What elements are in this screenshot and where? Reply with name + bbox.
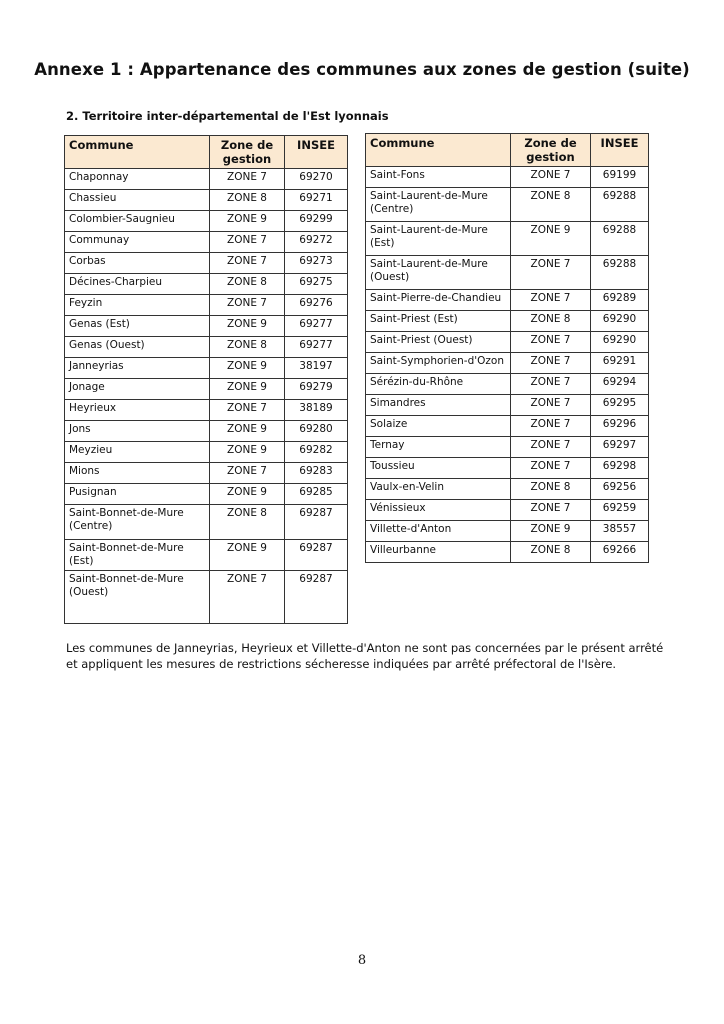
table-header-row <box>65 136 348 169</box>
cell-commune: Saint-Priest (Est) <box>366 311 511 332</box>
cell-insee: 69288 <box>591 256 649 290</box>
cell-commune: Chassieu <box>65 190 210 211</box>
cell-zone: ZONE 9 <box>210 316 285 337</box>
cell-zone: ZONE 7 <box>511 353 591 374</box>
cell-commune: Colombier-Saugnieu <box>65 211 210 232</box>
table-row <box>366 256 649 290</box>
cell-commune: Solaize <box>366 416 511 437</box>
cell-zone: ZONE 9 <box>210 484 285 505</box>
table-row <box>366 542 649 563</box>
page-title: Annexe 1 : Appartenance des communes aux zones de gestion (suite) <box>34 60 690 79</box>
table-row <box>65 505 348 540</box>
cell-insee: 69256 <box>591 479 649 500</box>
table-row <box>366 353 649 374</box>
cell-zone: ZONE 7 <box>511 256 591 290</box>
table-row <box>65 337 348 358</box>
table-row <box>366 188 649 222</box>
table-row <box>366 332 649 353</box>
table-row <box>65 421 348 442</box>
cell-zone: ZONE 9 <box>210 421 285 442</box>
cell-commune: Villette-d'Anton <box>366 521 511 542</box>
cell-commune: Saint-Bonnet-de-Mure (Ouest) <box>65 571 210 624</box>
cell-insee: 38557 <box>591 521 649 542</box>
cell-commune: Saint-Priest (Ouest) <box>366 332 511 353</box>
cell-zone: ZONE 7 <box>511 395 591 416</box>
table-row <box>65 253 348 274</box>
cell-commune: Ternay <box>366 437 511 458</box>
cell-insee: 69297 <box>591 437 649 458</box>
header-zone: Zone de gestion <box>210 136 285 169</box>
cell-commune: Villeurbanne <box>366 542 511 563</box>
cell-commune: Feyzin <box>65 295 210 316</box>
cell-insee: 69282 <box>285 442 348 463</box>
cell-insee: 38197 <box>285 358 348 379</box>
section-subtitle: 2. Territoire inter-départemental de l'Est lyonnais <box>66 109 389 123</box>
cell-zone: ZONE 8 <box>511 311 591 332</box>
cell-zone: ZONE 9 <box>210 442 285 463</box>
cell-insee: 69294 <box>591 374 649 395</box>
table-row <box>366 222 649 256</box>
cell-insee: 69299 <box>285 211 348 232</box>
cell-insee: 69296 <box>591 416 649 437</box>
table-row <box>366 311 649 332</box>
header-zone: Zone de gestion <box>511 134 591 167</box>
right-commune-table <box>365 133 649 563</box>
header-commune: Commune <box>366 134 511 167</box>
cell-commune: Saint-Bonnet-de-Mure (Centre) <box>65 505 210 540</box>
cell-commune: Saint-Laurent-de-Mure (Centre) <box>366 188 511 222</box>
cell-insee: 69277 <box>285 316 348 337</box>
cell-insee: 69272 <box>285 232 348 253</box>
cell-insee: 69288 <box>591 222 649 256</box>
cell-insee: 69199 <box>591 167 649 188</box>
cell-commune: Saint-Pierre-de-Chandieu <box>366 290 511 311</box>
table-row <box>65 463 348 484</box>
cell-insee: 69295 <box>591 395 649 416</box>
table-row <box>65 540 348 571</box>
cell-insee: 69276 <box>285 295 348 316</box>
cell-commune: Saint-Bonnet-de-Mure (Est) <box>65 540 210 571</box>
cell-zone: ZONE 7 <box>511 500 591 521</box>
table-row <box>366 521 649 542</box>
cell-insee: 69275 <box>285 274 348 295</box>
table-row <box>366 167 649 188</box>
cell-commune: Saint-Laurent-de-Mure (Est) <box>366 222 511 256</box>
cell-insee: 69283 <box>285 463 348 484</box>
cell-insee: 69287 <box>285 540 348 571</box>
cell-insee: 69287 <box>285 505 348 540</box>
cell-zone: ZONE 9 <box>210 358 285 379</box>
cell-commune: Toussieu <box>366 458 511 479</box>
cell-zone: ZONE 7 <box>511 290 591 311</box>
table-row <box>366 290 649 311</box>
cell-insee: 69285 <box>285 484 348 505</box>
cell-commune: Simandres <box>366 395 511 416</box>
cell-commune: Saint-Fons <box>366 167 511 188</box>
cell-insee: 69287 <box>285 571 348 624</box>
table-row <box>366 500 649 521</box>
cell-insee: 69288 <box>591 188 649 222</box>
cell-zone: ZONE 7 <box>210 232 285 253</box>
table-row <box>65 169 348 190</box>
table-row <box>65 379 348 400</box>
cell-insee: 69270 <box>285 169 348 190</box>
right-table-body <box>366 167 649 563</box>
table-row <box>65 358 348 379</box>
cell-insee: 69291 <box>591 353 649 374</box>
table-row <box>65 274 348 295</box>
cell-commune: Mions <box>65 463 210 484</box>
cell-commune: Saint-Laurent-de-Mure (Ouest) <box>366 256 511 290</box>
table-row <box>366 374 649 395</box>
table-row <box>366 479 649 500</box>
cell-insee: 69280 <box>285 421 348 442</box>
cell-zone: ZONE 9 <box>210 540 285 571</box>
cell-insee: 69279 <box>285 379 348 400</box>
table-row <box>65 211 348 232</box>
cell-insee: 69289 <box>591 290 649 311</box>
cell-commune: Vaulx-en-Velin <box>366 479 511 500</box>
table-row <box>65 190 348 211</box>
cell-commune: Vénissieux <box>366 500 511 521</box>
cell-commune: Sérézin-du-Rhône <box>366 374 511 395</box>
cell-commune: Genas (Ouest) <box>65 337 210 358</box>
cell-zone: ZONE 8 <box>210 505 285 540</box>
cell-zone: ZONE 7 <box>511 374 591 395</box>
cell-insee: 69290 <box>591 332 649 353</box>
cell-zone: ZONE 7 <box>210 400 285 421</box>
cell-commune: Chaponnay <box>65 169 210 190</box>
table-row <box>366 458 649 479</box>
table-header-row <box>366 134 649 167</box>
cell-zone: ZONE 7 <box>210 295 285 316</box>
cell-zone: ZONE 7 <box>511 332 591 353</box>
cell-zone: ZONE 9 <box>511 521 591 542</box>
table-row <box>65 442 348 463</box>
cell-insee: 69259 <box>591 500 649 521</box>
cell-zone: ZONE 8 <box>511 188 591 222</box>
cell-zone: ZONE 9 <box>511 222 591 256</box>
cell-zone: ZONE 7 <box>511 437 591 458</box>
cell-insee: 69298 <box>591 458 649 479</box>
table-row <box>65 484 348 505</box>
cell-commune: Pusignan <box>65 484 210 505</box>
left-commune-table <box>64 135 348 624</box>
left-table-body <box>65 169 348 624</box>
cell-zone: ZONE 9 <box>210 211 285 232</box>
cell-insee: 38189 <box>285 400 348 421</box>
page-number: 8 <box>357 953 367 968</box>
table-row <box>366 395 649 416</box>
cell-zone: ZONE 8 <box>511 479 591 500</box>
cell-zone: ZONE 7 <box>210 463 285 484</box>
header-commune: Commune <box>65 136 210 169</box>
cell-zone: ZONE 7 <box>511 458 591 479</box>
cell-insee: 69273 <box>285 253 348 274</box>
cell-commune: Décines-Charpieu <box>65 274 210 295</box>
cell-commune: Saint-Symphorien-d'Ozon <box>366 353 511 374</box>
header-insee: INSEE <box>591 134 649 167</box>
cell-commune: Heyrieux <box>65 400 210 421</box>
cell-zone: ZONE 7 <box>511 416 591 437</box>
cell-zone: ZONE 8 <box>511 542 591 563</box>
footnote-text: Les communes de Janneyrias, Heyrieux et Villette-d'Anton ne sont pas concernées par le présent arrêté et appliquent les mesures de restrictions sécheresse indiquées par arrêté préfectoral de l'Isère. <box>66 641 664 671</box>
cell-commune: Janneyrias <box>65 358 210 379</box>
cell-commune: Communay <box>65 232 210 253</box>
cell-commune: Jons <box>65 421 210 442</box>
cell-zone: ZONE 8 <box>210 274 285 295</box>
cell-zone: ZONE 7 <box>210 571 285 624</box>
cell-commune: Corbas <box>65 253 210 274</box>
header-insee: INSEE <box>285 136 348 169</box>
table-row <box>65 400 348 421</box>
cell-insee: 69271 <box>285 190 348 211</box>
table-row <box>366 437 649 458</box>
cell-insee: 69277 <box>285 337 348 358</box>
table-row <box>65 232 348 253</box>
table-row <box>65 295 348 316</box>
cell-insee: 69290 <box>591 311 649 332</box>
cell-commune: Genas (Est) <box>65 316 210 337</box>
cell-commune: Jonage <box>65 379 210 400</box>
cell-zone: ZONE 9 <box>210 379 285 400</box>
cell-commune: Meyzieu <box>65 442 210 463</box>
table-row <box>65 571 348 624</box>
cell-zone: ZONE 7 <box>210 253 285 274</box>
cell-insee: 69266 <box>591 542 649 563</box>
cell-zone: ZONE 8 <box>210 337 285 358</box>
cell-zone: ZONE 7 <box>210 169 285 190</box>
cell-zone: ZONE 8 <box>210 190 285 211</box>
table-row <box>65 316 348 337</box>
table-row <box>366 416 649 437</box>
cell-zone: ZONE 7 <box>511 167 591 188</box>
